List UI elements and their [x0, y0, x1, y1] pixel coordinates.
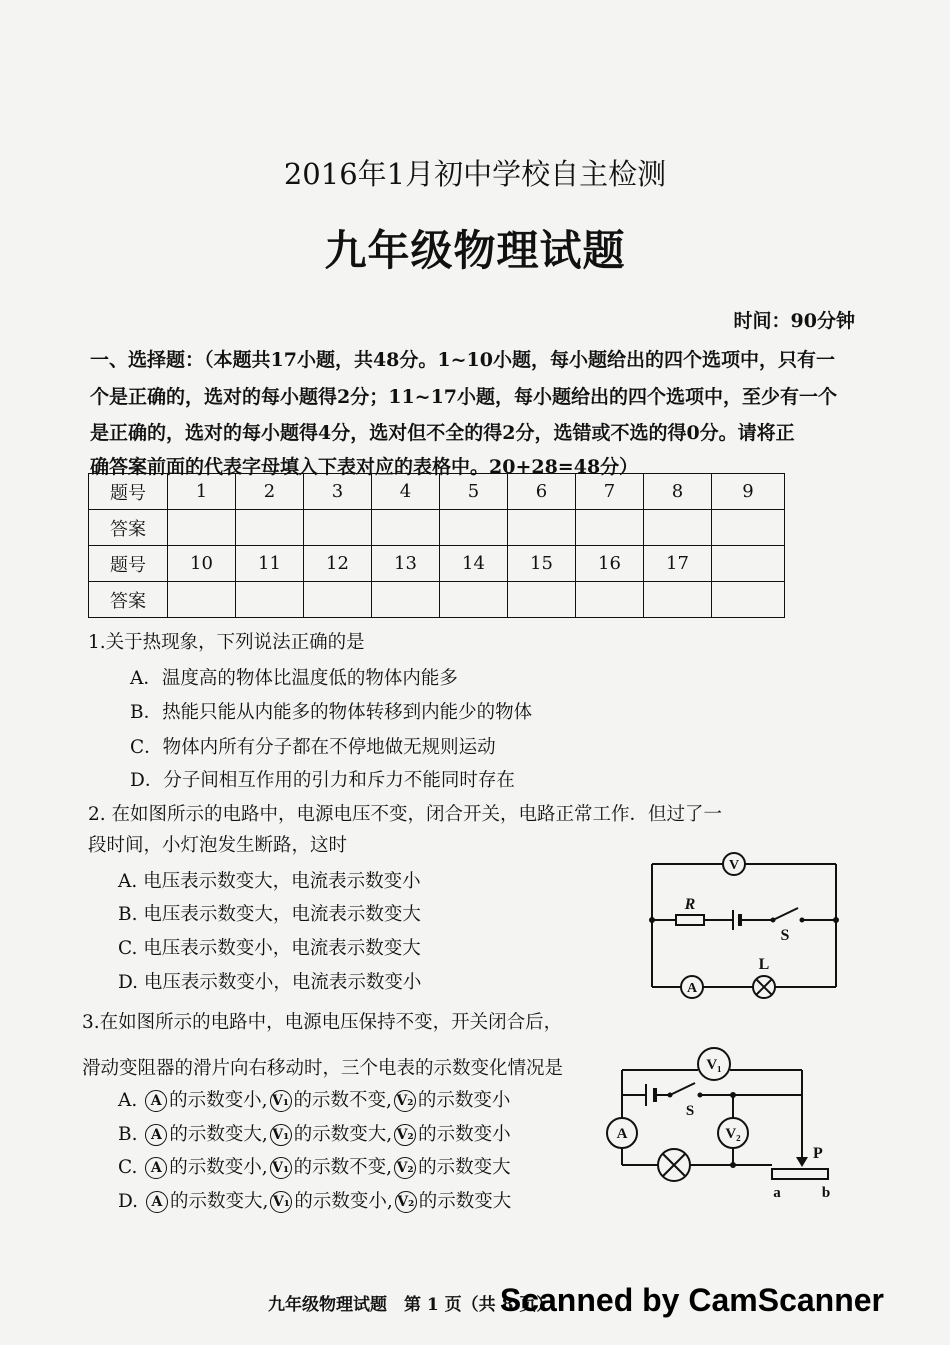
option-text: 的示数变大 — [418, 1191, 512, 1212]
question-number-cell: 5 — [440, 474, 508, 510]
question-number-cell: 9 — [712, 474, 785, 510]
question-number-cell: 6 — [508, 474, 576, 510]
option-letter: A. — [118, 1090, 138, 1111]
resistor-label: R — [684, 896, 696, 913]
option-text: 的示数变大 — [418, 1157, 511, 1178]
q2-stem-line-1: 2. 在如图所示的电路中，电源电压不变，闭合开关，电路正常工作．但过了一 — [88, 804, 723, 825]
answer-cell[interactable] — [168, 582, 236, 618]
option-text: 的示数变小, — [294, 1191, 393, 1212]
instruction-line-3: 是正确的，选对的每小题得4分，选对但不全的得2分，选错或不选的得0分。请将正 — [90, 422, 795, 444]
voltmeter-1-symbol: V₁ — [270, 1090, 292, 1112]
question-number-cell: 15 — [508, 546, 576, 582]
table-header-cell: 答案 — [89, 582, 168, 618]
option-text: 的示数变小 — [417, 1090, 511, 1111]
question-number-cell: 12 — [304, 546, 372, 582]
q2-option-c: C. 电压表示数变小，电流表示数变大 — [118, 938, 421, 959]
voltmeter-1-symbol: V₁ — [270, 1157, 292, 1179]
question-number-cell: 14 — [440, 546, 508, 582]
exam-subtitle: 2016年1月初中学校自主检测 — [283, 157, 667, 191]
ammeter-label: A — [686, 981, 698, 996]
q3-circuit-diagram — [600, 1045, 845, 1205]
question-number-cell — [712, 546, 785, 582]
ammeter-symbol: A — [146, 1191, 168, 1213]
answer-cell[interactable] — [304, 582, 372, 618]
voltmeter-2-symbol: V₂ — [394, 1090, 416, 1112]
q2-option-d: D. 电压表示数变小，电流表示数变小 — [118, 972, 422, 993]
option-letter: D. — [118, 1191, 139, 1212]
ammeter-symbol: A — [145, 1090, 167, 1112]
question-number-cell: 17 — [644, 546, 712, 582]
q1-option-c: C．物体内所有分子都在不停地做无规则运动 — [130, 737, 496, 758]
answer-cell[interactable] — [236, 582, 304, 618]
q3-stem-line-1: 3.在如图所示的电路中，电源电压保持不变，开关闭合后， — [82, 1012, 563, 1033]
answer-cell[interactable] — [304, 510, 372, 546]
answer-cell[interactable] — [576, 510, 644, 546]
rheostat-end-b-label: b — [821, 1185, 831, 1201]
question-number-cell: 3 — [304, 474, 372, 510]
voltmeter-2-symbol: V₂ — [394, 1157, 416, 1179]
voltmeter-2-label: V₂ — [725, 1126, 741, 1142]
table-row — [89, 582, 785, 618]
q3-option-b — [118, 1120, 511, 1146]
option-text: 的示数变大, — [169, 1124, 268, 1145]
question-number-cell: 16 — [576, 546, 644, 582]
option-text: 的示数变小, — [169, 1090, 268, 1111]
question-number-cell: 4 — [372, 474, 440, 510]
q1-option-b: B．热能只能从内能多的物体转移到内能少的物体 — [130, 702, 533, 723]
q3-option-c — [118, 1153, 511, 1179]
answer-cell[interactable] — [236, 510, 304, 546]
option-letter: B. — [118, 1124, 138, 1145]
option-text: 的示数变大, — [293, 1124, 393, 1145]
instruction-line-2: 个是正确的，选对的每小题得2分；11~17小题，每小题给出的四个选项中，至少有一个 — [90, 386, 838, 408]
camscanner-watermark: Scanned by CamScanner — [499, 1282, 884, 1318]
answer-cell[interactable] — [168, 510, 236, 546]
answer-table — [88, 473, 785, 618]
table-row — [89, 510, 785, 546]
ammeter-symbol: A — [145, 1157, 167, 1179]
switch-label: S — [685, 1103, 695, 1119]
table-header-cell: 题号 — [89, 474, 168, 510]
question-number-cell: 11 — [236, 546, 304, 582]
option-text: 的示数不变, — [293, 1157, 393, 1178]
voltmeter-1-label: V₁ — [706, 1057, 722, 1073]
question-number-cell: 7 — [576, 474, 644, 510]
exam-title: 九年级物理试题 — [324, 226, 626, 275]
question-number-cell: 8 — [644, 474, 712, 510]
q2-option-a: A. 电压表示数变大，电流表示数变小 — [118, 871, 421, 892]
q3-stem-line-2: 滑动变阻器的滑片向右移动时，三个电表的示数变化情况是 — [82, 1058, 564, 1079]
answer-cell[interactable] — [440, 582, 508, 618]
instruction-line-1: 一、选择题：（本题共17小题，共48分。1~10小题，每小题给出的四个选项中，只有一 — [90, 349, 835, 371]
q2-stem-line-2: 段时间，小灯泡发生断路，这时 — [88, 835, 348, 856]
q1-option-a: A．温度高的物体比温度低的物体内能多 — [130, 668, 458, 689]
table-row — [89, 474, 785, 510]
q2-circuit-diagram — [640, 852, 850, 1002]
q3-option-d — [118, 1187, 511, 1213]
option-text: 的示数变小 — [418, 1124, 511, 1145]
table-row — [89, 546, 785, 582]
instruction-line-4: 确答案前面的代表字母填入下表对应的表格中。20+28=48分） — [90, 456, 639, 478]
question-number-cell: 10 — [168, 546, 236, 582]
voltmeter-2-symbol: V₂ — [394, 1124, 416, 1146]
question-number-cell: 2 — [236, 474, 304, 510]
answer-cell[interactable] — [440, 510, 508, 546]
answer-cell[interactable] — [372, 510, 440, 546]
question-number-cell: 13 — [372, 546, 440, 582]
q1-stem: 1.关于热现象，下列说法正确的是 — [88, 632, 365, 653]
q3-option-a — [118, 1086, 510, 1112]
q2-option-b: B. 电压表示数变大，电流表示数变大 — [118, 904, 421, 925]
answer-cell[interactable] — [508, 582, 576, 618]
table-header-cell: 答案 — [89, 510, 168, 546]
voltmeter-1-symbol: V₁ — [270, 1191, 292, 1213]
page-footer: 九年级物理试题 第 1 页（共 8 页） — [268, 1295, 554, 1315]
exam-time: 时间：90分钟 — [733, 310, 855, 332]
ammeter-symbol: A — [145, 1124, 167, 1146]
switch-label: S — [780, 927, 790, 944]
answer-cell[interactable] — [576, 582, 644, 618]
slider-label: P — [813, 1145, 823, 1162]
answer-cell[interactable] — [644, 582, 712, 618]
option-text: 的示数变大, — [169, 1191, 269, 1212]
answer-cell[interactable] — [712, 582, 785, 618]
ammeter-label: A — [616, 1126, 628, 1142]
lamp-label: L — [758, 956, 770, 973]
answer-cell[interactable] — [712, 510, 785, 546]
rheostat-end-a-label: a — [773, 1185, 781, 1201]
voltmeter-1-symbol: V₁ — [270, 1124, 292, 1146]
table-header-cell: 题号 — [89, 546, 168, 582]
answer-cell[interactable] — [644, 510, 712, 546]
voltmeter-2-symbol: V₂ — [395, 1191, 417, 1213]
answer-cell[interactable] — [508, 510, 576, 546]
question-number-cell: 1 — [168, 474, 236, 510]
option-text: 的示数变小, — [169, 1157, 268, 1178]
answer-cell[interactable] — [372, 582, 440, 618]
q1-option-d: D．分子间相互作用的引力和斥力不能同时存在 — [130, 770, 515, 791]
option-letter: C. — [118, 1157, 138, 1178]
voltmeter-label: V — [728, 858, 740, 873]
option-text: 的示数不变, — [293, 1090, 392, 1111]
